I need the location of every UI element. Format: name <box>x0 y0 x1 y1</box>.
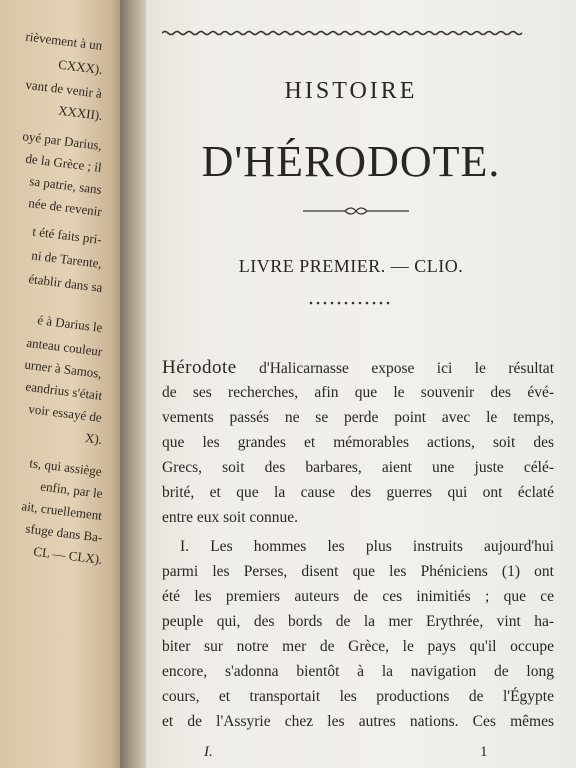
left-fragment: voir essayé de <box>28 401 103 425</box>
left-fragment: établir dans sa <box>27 270 103 295</box>
paragraph-2-line: peuple qui, des bords de la mer Erythrée, vint ha- <box>162 613 554 630</box>
heading-herodote: D'HÉRODOTE. <box>201 137 501 186</box>
left-fragment: XXXII). <box>57 102 103 123</box>
paragraph-1-line: de ses recherches, afin que le souvenir des évé- <box>162 384 554 401</box>
paragraph-1-line: Grecs, soit des barbares, aient une juste célé- <box>162 459 554 476</box>
paragraph-1-line: vements passés ne se perde point avec le temps, <box>162 409 554 426</box>
paragraph-2-line: encore, s'adonna bientôt à la navigation de long <box>162 663 554 680</box>
left-fragment: é à Darius le <box>36 312 103 335</box>
dotted-divider <box>306 298 396 308</box>
left-fragment: ait, cruellement <box>20 498 103 523</box>
paragraph-2-line: et de l'Assyrie chez les autres nations. Ces mêmes <box>162 713 554 730</box>
signature-mark: I. <box>204 744 213 760</box>
book-title: LIVRE PREMIER. — CLIO. <box>238 256 464 276</box>
paragraph-1-line: brité, et que la cause des guerres qui ont éclaté <box>162 484 554 501</box>
left-fragment: de la Grèce ; il <box>25 150 103 175</box>
left-fragment: eandrius s'était <box>24 378 103 403</box>
paragraph-2-line: parmi les Perses, disent que les Phéniciens (1) ont <box>162 563 554 580</box>
paragraph-2-line: été les premiers auteurs de ces inimitiés ; que ce <box>162 588 554 605</box>
left-fragment: oyé par Darius, <box>21 128 103 153</box>
left-fragment: sfuge dans Ba- <box>24 520 103 545</box>
right-page <box>146 0 576 768</box>
left-fragment: anteau couleur <box>25 334 103 359</box>
left-fragment: CL — CLX). <box>32 543 103 567</box>
top-wavy-rule <box>162 30 524 36</box>
left-fragment: urner à Samos, <box>24 356 103 381</box>
left-fragment: rièvement à un <box>24 28 103 53</box>
paragraph-2-line: I. Les hommes les plus instruits aujourd'hui <box>180 538 554 555</box>
first-line-text: d'Halicarnasse expose ici le résultat <box>259 360 554 377</box>
paragraph-1-line: que les grandes et mémorables actions, soit des <box>162 434 554 451</box>
left-fragment: t été faits pri- <box>31 223 103 247</box>
paragraph-2-line: cours, et transportait les productions de l'Égypte <box>162 688 554 705</box>
left-fragment: née de revenir <box>28 195 103 219</box>
left-fragment: X). <box>84 429 103 447</box>
heading-histoire: HISTOIRE <box>284 78 418 104</box>
paragraph-1-line <box>162 358 554 379</box>
left-fragment: CXXX). <box>57 56 103 77</box>
left-fragment: sa patrie, sans <box>29 173 103 197</box>
left-fragment: ni de Tarente, <box>30 247 103 271</box>
dropcap-word: Hérodote <box>162 357 237 378</box>
left-fragment: vant de venir à <box>24 76 103 101</box>
ornament-divider <box>301 204 411 218</box>
left-fragment: ts, qui assiège <box>29 455 103 479</box>
left-fragment: enfin, par le <box>39 478 103 501</box>
paragraph-1-line: entre eux soit connue. <box>162 509 299 526</box>
page-number: 1 <box>480 744 488 760</box>
left-page <box>0 0 132 768</box>
paragraph-2-line: biter sur notre mer de Grèce, le pays qu'il occupe <box>162 638 554 655</box>
